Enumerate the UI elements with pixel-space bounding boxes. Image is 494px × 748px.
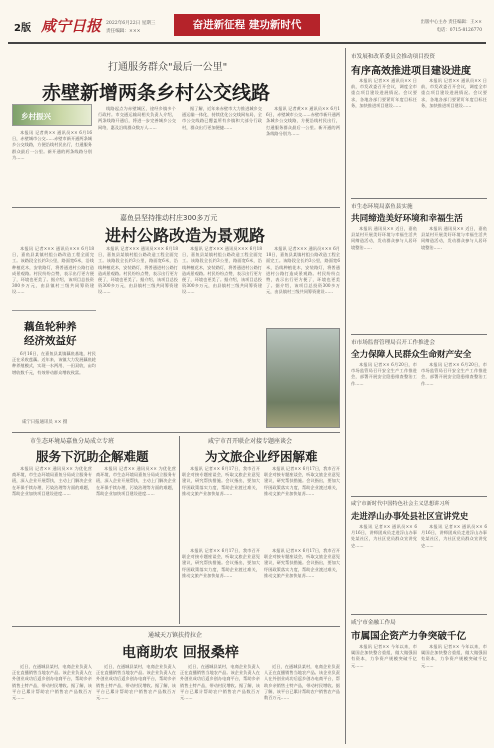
story2-col-3: 本报讯 记者××× 通讯员××× 6月18日，嘉鱼县某镇村组公路改造工程全面完工。该路段全长约3公里，路面宽6米，沿线种植花木，安装路灯，将普通进村公路打造成景观路。村民纷纷点赞，表示出行更方便了，环境也更美了。据介绍，该项目总投资300多万元，由县镇村三级共同筹资建设…… — [182, 246, 262, 295]
story2-col-2: 本报讯 记者××× 通讯员××× 6月18日，嘉鱼县某镇村组公路改造工程全面完工。该路段全长约3公里，路面宽6米，沿线种植花木，安装路灯，将普通进村公路打造成景观路。村民纷纷点赞，表示出行更方便了，环境也更美了。据介绍，该项目总投资300多万元，由县镇村三级共同筹资建设…… — [98, 246, 178, 295]
right5-col-a: 本报讯 记者×× 今年以来，市属国企加快整合重组，做大做强国有资本，力争资产规模突破千亿元…… — [351, 644, 417, 668]
mid2-col-1: 本报讯 记者×× 6月17日，我市召开联企对接专题座谈会，听取文旅企业意见建议，研究帮扶措施。会议指出，要加大纾困政策落实力度，帮助企业渡过难关，推动文旅产业加快复苏…… — [182, 466, 260, 496]
feature-box — [12, 310, 96, 426]
right-article-2 — [351, 200, 487, 332]
masthead-info-1: 出版中心主办 责任编辑：王×× — [420, 20, 482, 25]
lead-title: 赤壁新增两条乡村公交线路 — [42, 82, 271, 104]
feature-text: 6月16日，在嘉鱼县某镇藕鱼基地，村民正在采收莲藕。近年来，该镇大力发展藕鱼轮种养殖模式，实现一水两用、一田双收，亩均增收数千元，有效带动群众增收致富。 — [12, 351, 96, 375]
right-article-3 — [351, 336, 487, 494]
right1-col-b: 本报讯 记者×× 通讯员×× 日前，市发改委召开会议，调度全市重点项目建设进展情况。会议要求，各地各部门要紧盯年度目标任务，加快推进项目建设…… — [421, 78, 487, 108]
right-divider-3 — [351, 496, 487, 497]
mid2-col-4: 本报讯 记者×× 6月17日，我市召开联企对接专题座谈会，听取文旅企业意见建议，研究帮扶措施。会议指出，要加大纾困政策落实力度，帮助企业渡过难关，推动文旅产业加快复苏…… — [264, 548, 340, 578]
low-kicker: 通城天万镇扶持拉企 — [148, 632, 203, 639]
lead-subtitle: 打通服务群众"最后一公里" — [108, 62, 228, 73]
lead-photo — [12, 104, 92, 126]
editor-line: 责任编辑：××× — [106, 29, 141, 34]
low-col-3: 近日，在通城县某村，电商企业负责人正在直播销售当地农产品。该企业负责人在外创业成功后返乡创办电商平台，帮助乡亲销售土特产品，带动村民增收。据了解，该平台已累计帮助农户销售农产品数百万元…… — [180, 664, 260, 701]
page-number: 2版 — [14, 23, 31, 34]
feature-credit: 咸宁日报通讯员 ×× 摄 — [22, 420, 68, 425]
photo-caption: 乡村振兴 — [21, 112, 51, 121]
low-col-2: 近日，在通城县某村，电商企业负责人正在直播销售当地农产品。该企业负责人在外创业成功后返乡创办电商平台，帮助乡亲销售土特产品，带动村民增收。据了解，该平台已累计帮助农户销售农产品数百万元…… — [96, 664, 176, 701]
right2-title: 共同缔造美好环境和幸福生活 — [351, 214, 463, 224]
story2-subtitle: 嘉鱼县坚持推动村庄300多万元 — [120, 214, 218, 222]
right4-col-a: 本报讯 记者×× 通讯员×× 6月16日，讲师团成员走进浮山办事处某社区，为社区党员群众宣讲党史…… — [351, 524, 417, 548]
lead-col-2: 线路起点为赤壁城区，途经乡镇多个行政村。市交通运输局相关负责人介绍，两条线路开通后，将进一步完善城乡公交网络，惠及沿线群众数万人…… — [98, 106, 176, 130]
right3-title: 全力保障人民群众生命财产安全 — [351, 350, 472, 360]
mid-divider — [12, 432, 340, 433]
mid2-col-3: 本报讯 记者×× 6月17日，我市召开联企对接专题座谈会，听取文旅企业意见建议，研究帮扶措施。会议指出，要加大纾困政策落实力度，帮助企业渡过难关，推动文旅产业加快复苏…… — [182, 548, 260, 578]
right2-col-a: 本报讯 通讯员×× 近日，嘉鱼县某村开展美好环境与幸福生活共同缔造活动，发动群众参与人居环境整治…… — [351, 226, 417, 250]
low-col-4: 近日，在通城县某村，电商企业负责人正在直播销售当地农产品。该企业负责人在外创业成功后返乡创办电商平台，帮助乡亲销售土特产品，带动村民增收。据了解，该平台已累计帮助农户销售农产品数百万元…… — [264, 664, 340, 701]
banner — [174, 14, 320, 36]
mid2-title: 为文旅企业纾困解难 — [205, 449, 318, 464]
right5-kicker: 咸宁市金融工作局 — [351, 620, 396, 626]
feature-photo — [266, 328, 340, 428]
right-article-5 — [351, 616, 487, 744]
lead-col-4: 本报讯 记者黄×× 通讯员×× 6月16日，赤壁城市公交……赤壁市新开通两条城乡公交线路，方便沿线村民出行，打通服务群众最后一公里。新开通的两条线路分别为…… — [266, 106, 340, 136]
right1-title: 有序高效推进项目建设进度 — [351, 66, 471, 77]
low-title: 电商助农 回报桑梓 — [122, 645, 239, 661]
right5-title: 市属国企资产力争突破千亿 — [351, 631, 467, 642]
right-divider-4 — [351, 614, 487, 615]
mid1-title: 服务下沉助企解难题 — [36, 449, 149, 464]
right1-kicker: 市发展和改革委员会推动项目投资 — [351, 54, 435, 60]
mid1-col-1: 本报讯 记者×× 通讯员×× 为优化营商环境，市生态环境局嘉鱼分局成立服务专班，深入企业开展帮扶，主动上门解决企业在环保手续办理、污染治理等方面的难题，帮助企业加快项目建设进度…… — [12, 466, 92, 496]
masthead-rule — [8, 42, 486, 44]
story2-col-4: 本报讯 记者××× 通讯员××× 6月18日，嘉鱼县某镇村组公路改造工程全面完工。该路段全长约3公里，路面宽6米，沿线种植花木，安装路灯，将普通进村公路打造成景观路。村民纷纷点赞，表示出行更方便了，环境也更美了。据介绍，该项目总投资300多万元，由县镇村三级共同筹资建设…… — [266, 246, 340, 295]
right2-kicker: 市生态环境局嘉鱼县实施 — [351, 204, 413, 210]
story2-title: 进村公路改造为景观路 — [105, 226, 266, 245]
right3-col-a: 本报讯 记者×× 6月20日，市市场监管局召开安全生产工作推进会，部署开展安全隐患排查整治工作…… — [351, 362, 417, 386]
right1-col-a: 本报讯 记者×× 通讯员×× 日前，市发改委召开会议，调度全市重点项目建设进展情况。会议要求，各地各部门要紧盯年度目标任务，加快推进项目建设…… — [351, 78, 417, 108]
mid2-col-2: 本报讯 记者×× 6月17日，我市召开联企对接专题座谈会，听取文旅企业意见建议，研究帮扶措施。会议指出，要加大纾困政策落实力度，帮助企业渡过难关，推动文旅产业加快复苏…… — [264, 466, 340, 496]
mid1-kicker: 市生态环境局嘉鱼分局成立专班 — [30, 438, 115, 445]
date-line: 2022年6月22日 星期三 — [106, 21, 156, 26]
banner-text: 奋进新征程 建功新时代 — [192, 19, 302, 31]
right3-kicker: 市市场监督管理局召开工作推进会 — [351, 340, 435, 346]
vertical-divider-mid — [179, 436, 180, 624]
right-column-divider — [345, 48, 346, 744]
lead-divider — [12, 207, 340, 208]
mid2-kicker: 咸宁市召开联企对接专题座谈会 — [208, 438, 293, 445]
right4-title: 走进浮山办事处县社区宣讲党史 — [351, 511, 469, 521]
feature-title-2: 经济效益好 — [24, 335, 77, 347]
right4-col-b: 本报讯 记者×× 通讯员×× 6月16日，讲师团成员走进浮山办事处某社区，为社区党员群众宣讲党史…… — [421, 524, 487, 548]
right-article-4 — [351, 498, 487, 612]
paper-name: 咸宁日报 — [41, 17, 102, 35]
right2-col-b: 本报讯 通讯员×× 近日，嘉鱼县某村开展美好环境与幸福生活共同缔造活动，发动群众参与人居环境整治…… — [421, 226, 487, 250]
story2-col-1: 本报讯 记者××× 通讯员××× 6月18日，嘉鱼县某镇村组公路改造工程全面完工。该路段全长约3公里，路面宽6米，沿线种植花木，安装路灯，将普通进村公路打造成景观路。村民纷纷点赞，表示出行更方便了，环境也更美了。据介绍，该项目总投资300多万元，由县镇村三级共同筹资建设…… — [12, 246, 94, 295]
right4-kicker: 咸宁市新时代中国特色社会主义思想讲习所 — [351, 501, 450, 507]
lead-col-1: 本报讯 记者黄×× 通讯员×× 6月16日，赤壁城市公交……赤壁市新开通两条城乡公交线路，方便沿线村民出行，打通服务群众最后一公里。新开通的两条线路分别为…… — [12, 130, 92, 160]
lead-col-3: 据了解，近年来赤壁市大力推进城乡交通运输一体化，持续优化公交线网布局，全市公交线路已覆盖所有乡镇和大部分行政村，群众出行更加便捷…… — [182, 106, 262, 130]
mid1-col-2: 本报讯 记者×× 通讯员×× 为优化营商环境，市生态环境局嘉鱼分局成立服务专班，深入企业开展帮扶，主动上门解决企业在环保手续办理、污染治理等方面的难题，帮助企业加快项目建设进度…… — [96, 466, 176, 496]
low-col-1: 近日，在通城县某村，电商企业负责人正在直播销售当地农产品。该企业负责人在外创业成功后返乡创办电商平台，帮助乡亲销售土特产品，带动村民增收。据了解，该平台已累计帮助农户销售农产品数百万元…… — [12, 664, 92, 701]
right-article-1 — [351, 50, 487, 196]
masthead — [8, 5, 486, 41]
right-divider-2 — [351, 334, 487, 335]
right5-col-b: 本报讯 记者×× 今年以来，市属国企加快整合重组，做大做强国有资本，力争资产规模突破千亿元…… — [421, 644, 487, 668]
low-divider — [12, 626, 340, 627]
masthead-info-2: 电话：0715-8126770 — [436, 28, 482, 33]
right-divider-1 — [351, 198, 487, 199]
right3-col-b: 本报讯 记者×× 6月20日，市市场监管局召开安全生产工作推进会，部署开展安全隐患排查整治工作…… — [421, 362, 487, 386]
feature-title-1: 藕鱼轮种养 — [24, 321, 77, 333]
